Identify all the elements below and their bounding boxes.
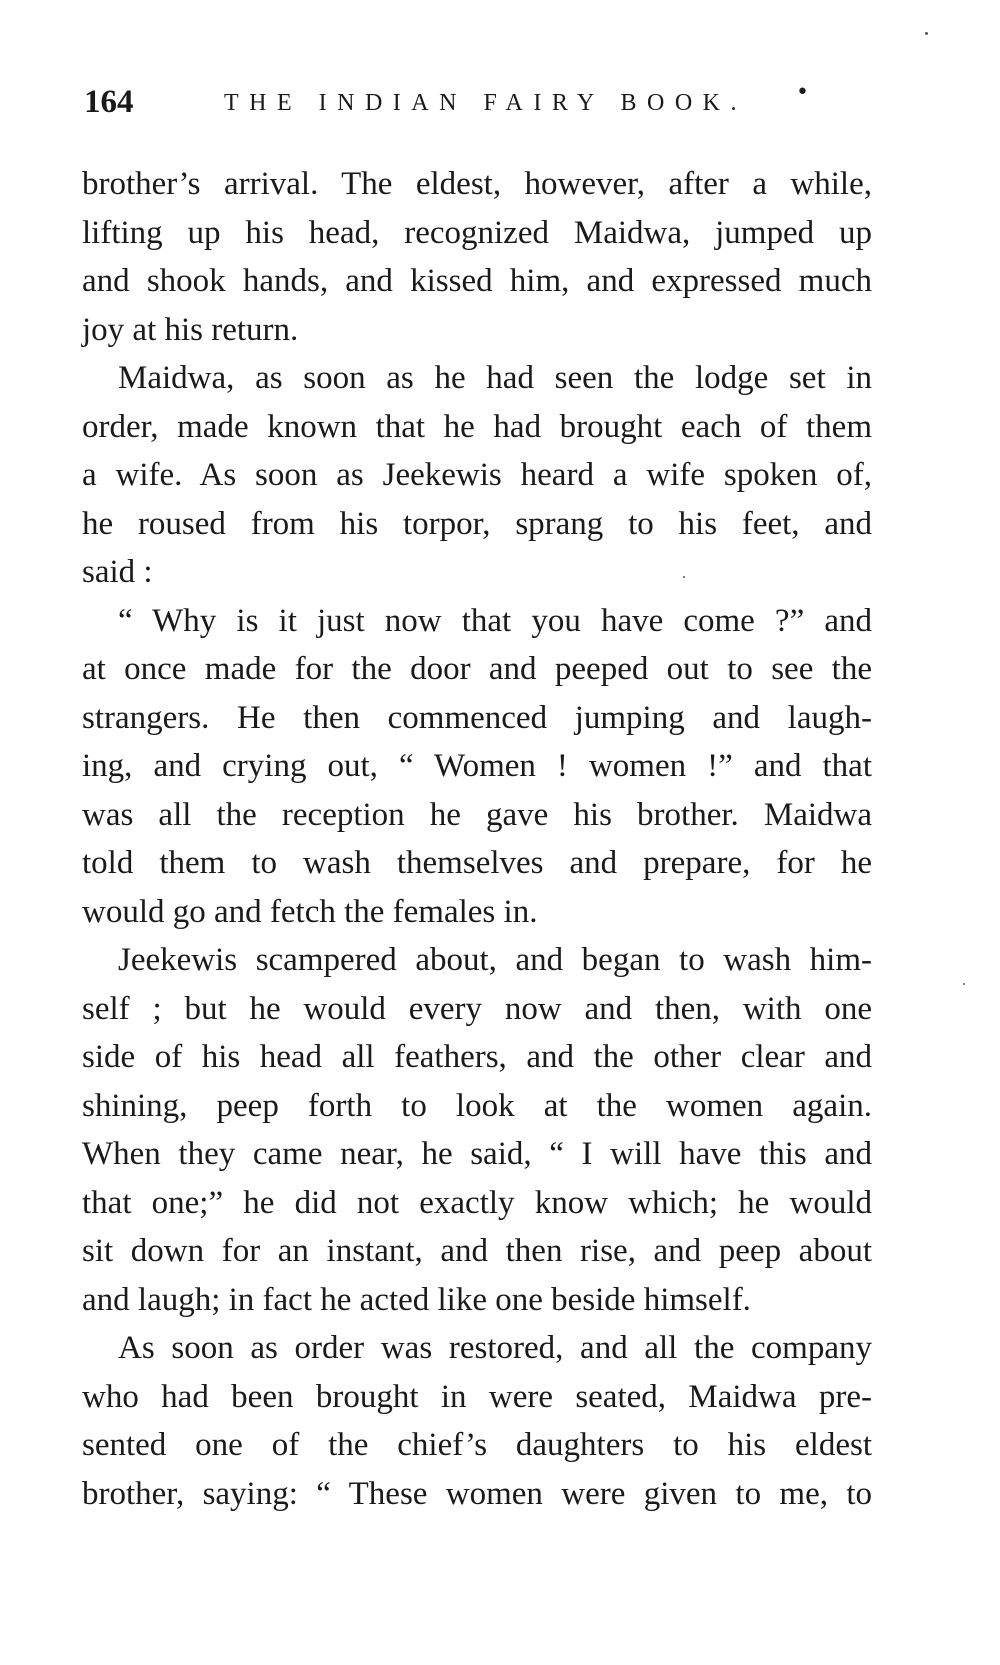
text-line: told them to wash themselves and prepare, for he [82,845,872,881]
text-line: Maidwa, as soon as he had seen the lodge set in [118,360,872,396]
text-line: brother, saying: “ These women were given to me, to [82,1475,872,1512]
ornament-mark: • [796,80,809,105]
text-line: would go and fetch the females in. [82,893,538,930]
running-head [84,80,916,124]
text-line: he roused from his torpor, sprang to his feet, and [82,505,872,542]
text-line: sented one of the chief’s daughters to his eldest [82,1427,872,1463]
text-line: As soon as order was restored, and all the company [118,1330,872,1366]
text-line: “ Why is it just now that you have come ?” and [118,602,872,639]
text-line: and shook hands, and kissed him, and expressed much [82,263,872,299]
text-line: who had been brought in were seated, Maidwa pre- [82,1378,872,1415]
paragraph [82,1324,872,1518]
page-number: 164 [84,84,134,120]
text-line: and laugh; in fact he acted like one beside himself. [82,1281,751,1318]
paragraph [82,354,872,597]
text-line: self ; but he would every now and then, with one [82,990,872,1027]
text-line: order, made known that he had brought each of them [82,408,872,445]
text-line: that one;” he did not exactly know which; he would [82,1184,872,1221]
text-line: said : [82,554,153,590]
text-line: brother’s arrival. The eldest, however, after a while, [82,166,872,202]
text-line: sit down for an instant, and then rise, and peep about [82,1233,872,1269]
paragraph [82,936,872,1324]
text-line: ing, and crying out, “ Women ! women !” and that [82,748,872,784]
text-line: strangers. He then commenced jumping and laugh- [82,699,872,736]
book-title: THE INDIAN FAIRY BOOK. [224,90,747,116]
text-line: lifting up his head, recognized Maidwa, jumped up [82,214,872,251]
text-line: at once made for the door and peeped out to see the [82,651,872,687]
text-line: Jeekewis scampered about, and began to wash him- [118,942,872,978]
text-line: was all the reception he gave his brother. Maidwa [82,796,872,833]
body-text [82,160,872,1518]
scan-speck [683,576,685,578]
text-line: When they came near, he said, “ I will have this and [82,1136,872,1172]
scan-speck [925,32,928,35]
text-line: side of his head all feathers, and the other clear and [82,1039,872,1075]
text-line: joy at his return. [82,311,299,348]
paragraph [82,597,872,937]
text-line: a wife. As soon as Jeekewis heard a wife spoken of, [82,457,872,493]
paragraph [82,160,872,354]
text-line: shining, peep forth to look at the women again. [82,1087,872,1124]
scan-speck [963,983,965,985]
